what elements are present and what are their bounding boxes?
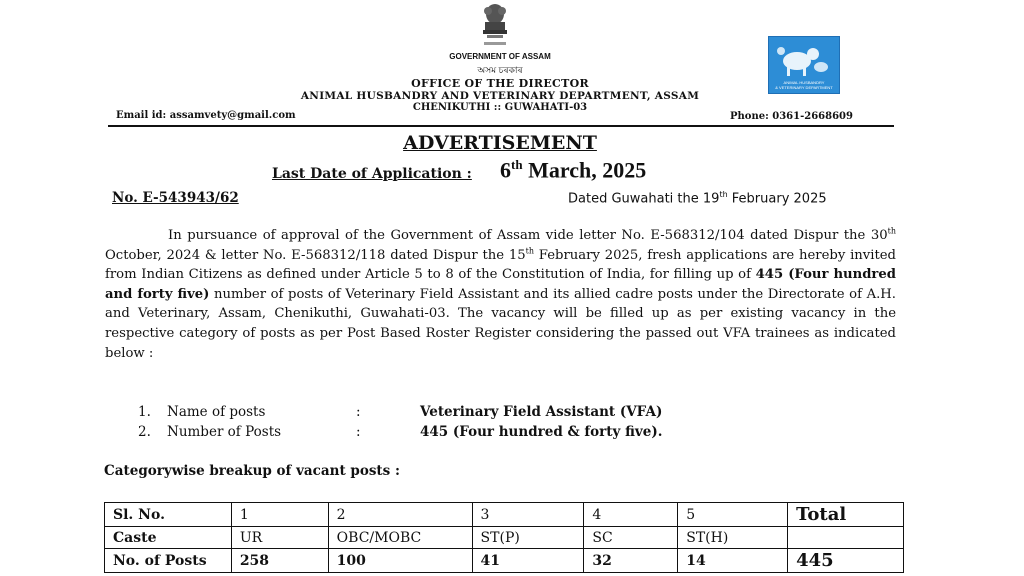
advertisement-body-paragraph: In pursuance of approval of the Government of Assam vide letter No. E-568312/104 dated Dispur the 30th October, 2024 & letter No. E-568312/118 dated Dispur the 15th February 2025, fresh applications are hereby invited from Indian Citizens as defined under Article 5 to 8 of the Constitution of India, for filling up of 445 (Four hundred and forty five) number of posts of Veterinary Field Assistant and its allied cadre posts under the Directorate of A.H. and Veterinary, Assam, Chenikuthi, Guwahati-03. The vacancy will be filled up as per existing vacancy in the respective category of posts as per Post Based Roster Register considering the passed out VFA trainees as indicated below :: [105, 226, 897, 361]
table-cell: 32: [584, 549, 678, 573]
item-number: 2.: [138, 424, 151, 440]
item-number: 1.: [138, 404, 151, 420]
table-cell: 100: [328, 549, 472, 573]
email-id: Email id: assamvety@gmail.com: [116, 110, 296, 121]
table-cell: OBC/MOBC: [328, 527, 472, 549]
department-logo: ANIMAL HUSBANDRY & VETERINARY DEPARTMENT: [768, 36, 840, 94]
item-label-number-of-posts: Number of Posts: [167, 424, 282, 440]
table-cell: 445: [788, 549, 904, 573]
item-colon: :: [356, 424, 361, 440]
item-label-name-of-posts: Name of posts: [167, 404, 266, 420]
header-divider: [108, 125, 894, 127]
table-cell: ST(P): [472, 527, 584, 549]
table-cell: 1: [231, 503, 328, 527]
table-cell: No. of Posts: [105, 549, 232, 573]
table-cell: 2: [328, 503, 472, 527]
dated-line: Dated Guwahati the 19th February 2025: [568, 190, 827, 207]
table-cell: [788, 527, 904, 549]
category-breakup-heading: Categorywise breakup of vacant posts :: [104, 463, 400, 479]
item-value-post-name: Veterinary Field Assistant (VFA): [420, 404, 663, 420]
phone-number: Phone: 0361-2668609: [730, 111, 853, 122]
table-cell: Sl. No.: [105, 503, 232, 527]
table-cell: Total: [788, 503, 904, 527]
table-row: [105, 503, 904, 527]
state-emblem-icon: [478, 2, 512, 52]
table-cell: UR: [231, 527, 328, 549]
table-cell: Caste: [105, 527, 232, 549]
document-page: [100, 0, 900, 576]
cow-logo-icon: [769, 39, 839, 79]
table-cell: 3: [472, 503, 584, 527]
vacancy-table: [104, 502, 904, 573]
table-cell: 41: [472, 549, 584, 573]
item-value-post-count: 445 (Four hundred & forty five).: [420, 424, 663, 440]
table-row: [105, 527, 904, 549]
reference-number: No. E-543943/62: [112, 190, 239, 206]
office-address: CHENIKUTHI :: GUWAHATI-03: [412, 102, 588, 113]
table-cell: 258: [231, 549, 328, 573]
government-name: GOVERNMENT OF ASSAM: [449, 52, 551, 61]
table-row: [105, 549, 904, 573]
table-cell: 14: [678, 549, 788, 573]
office-name: OFFICE OF THE DIRECTOR: [411, 77, 589, 90]
department-name: ANIMAL HUSBANDRY AND VETERINARY DEPARTMENT, ASSAM: [300, 90, 700, 102]
last-date-label: Last Date of Application :: [272, 166, 472, 182]
table-cell: 5: [678, 503, 788, 527]
table-cell: ST(H): [678, 527, 788, 549]
item-colon: :: [356, 404, 361, 420]
table-cell: SC: [584, 527, 678, 549]
table-cell: 4: [584, 503, 678, 527]
government-name-bengali: অসম চৰকাৰ: [477, 65, 523, 75]
advertisement-title: ADVERTISEMENT: [403, 132, 597, 154]
last-date-value: 6th March, 2025: [500, 157, 647, 183]
